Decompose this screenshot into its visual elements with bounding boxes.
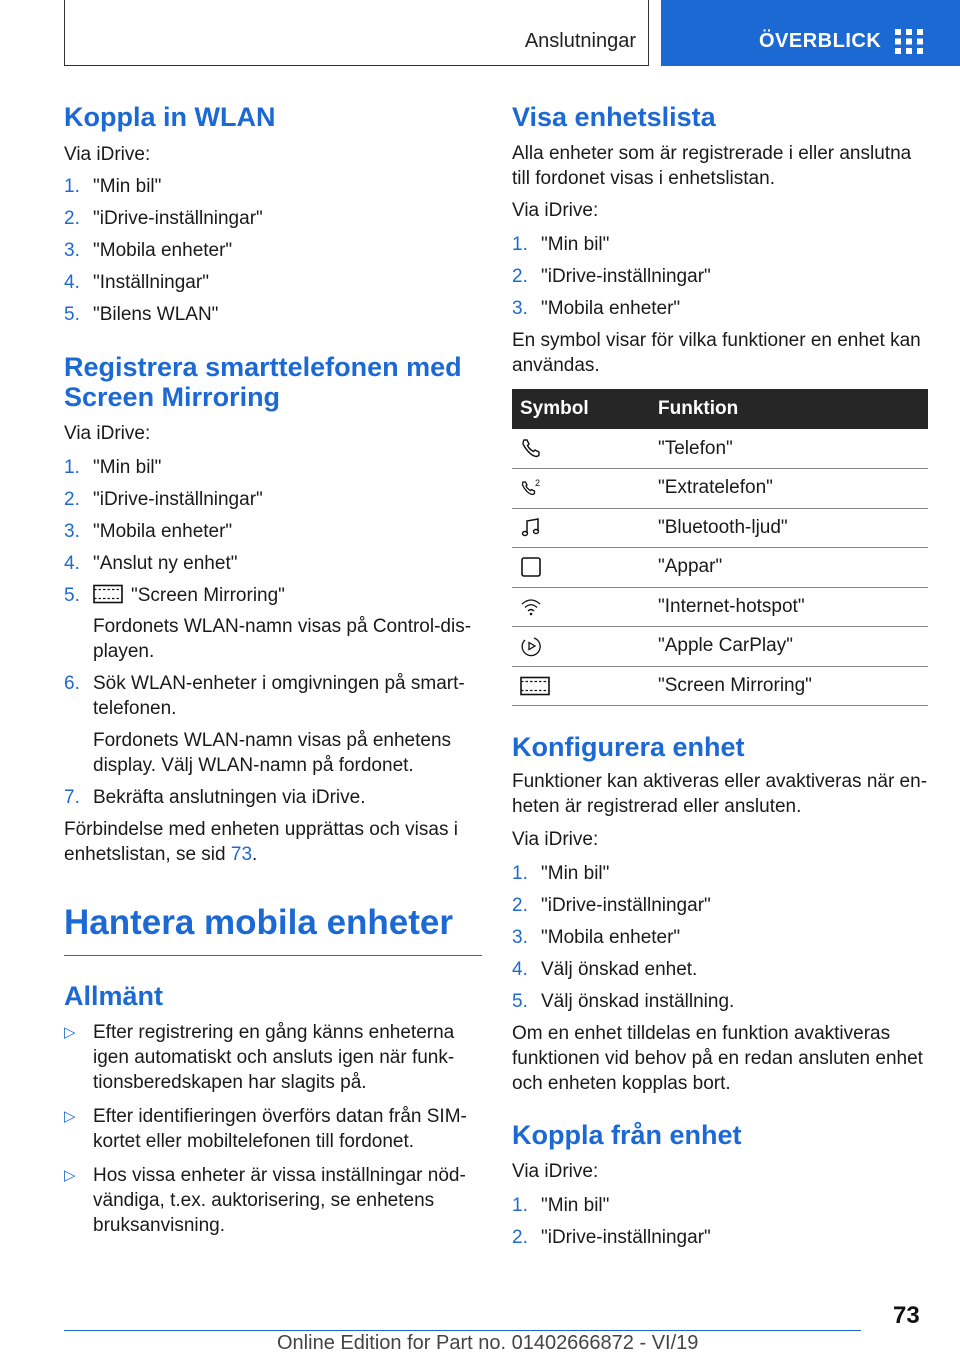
list-item: ▷ Hos vissa enheter är vissa inställningar nödvändiga, t.ex. auktorisering, se enhetens bruksanvisning. bbox=[64, 1165, 466, 1236]
via-idrive-text: Via iDrive: bbox=[64, 144, 151, 165]
header-section-box bbox=[64, 0, 649, 66]
table-row bbox=[512, 666, 928, 706]
list-item: 3. "Mobila enheter" bbox=[512, 927, 681, 948]
list-item: 5. Välj önskad inställning. bbox=[512, 991, 735, 1012]
chapter-title: Hantera mobila enheter bbox=[64, 903, 453, 942]
table-cell: "Apple CarPlay" bbox=[658, 627, 928, 667]
table-header-row bbox=[512, 389, 928, 429]
page-number: 73 bbox=[893, 1302, 920, 1329]
apps-square-icon bbox=[520, 556, 542, 578]
section-title-koppla-in-wlan: Koppla in WLAN bbox=[64, 102, 276, 132]
symbol-table bbox=[512, 389, 928, 706]
overview-label: ÖVERBLICK bbox=[759, 30, 882, 52]
paragraph: Funktioner kan aktiveras eller avaktiveras när enheten är registrerad eller ansluten. bbox=[512, 771, 928, 817]
list-item: 2. "iDrive-inställningar" bbox=[512, 895, 711, 916]
grid-menu-icon bbox=[895, 29, 923, 54]
closing-paragraph: Förbindelse med enheten upprättas och visas i enhetslistan, se sid 73. bbox=[64, 819, 458, 865]
list-item: 3. "Mobila enheter" bbox=[64, 521, 233, 542]
triangle-bullet-icon: ▷ bbox=[64, 1108, 76, 1125]
list-item: 4. Välj önskad enhet. bbox=[512, 959, 698, 980]
list-item: ▷ Efter identifieringen överförs datan från SIM-kortet eller mobiltelefonen till fordonet. bbox=[64, 1106, 467, 1152]
configure-steps-list bbox=[512, 861, 928, 1014]
triangle-bullet-icon: ▷ bbox=[64, 1167, 76, 1184]
list-item: 1. "Min bil" bbox=[512, 234, 610, 255]
column-header-function: Funktion bbox=[658, 389, 928, 429]
triangle-bullet-icon: ▷ bbox=[64, 1024, 76, 1041]
list-item: 2. "iDrive-inställningar" bbox=[64, 489, 263, 510]
table-cell: "Appar" bbox=[658, 548, 928, 588]
list-item: 2. "iDrive-inställningar" bbox=[512, 266, 711, 287]
paragraph: En symbol visar för vilka funktioner en enhet kan användas. bbox=[512, 330, 921, 376]
column-header-symbol: Symbol bbox=[512, 389, 658, 429]
section-title-visa-enhetslista: Visa enhetslista bbox=[512, 102, 716, 132]
table-row bbox=[512, 429, 928, 469]
svg-text:2: 2 bbox=[535, 478, 541, 489]
list-item: 1. "Min bil" bbox=[512, 863, 610, 884]
carplay-icon bbox=[520, 635, 542, 657]
via-idrive-text: Via iDrive: bbox=[512, 200, 599, 221]
list-item: 2. "iDrive-inställningar" bbox=[64, 208, 263, 229]
list-item: 2. "iDrive-inställningar" bbox=[512, 1227, 711, 1248]
table-cell: "Telefon" bbox=[658, 429, 928, 469]
chapter-divider bbox=[64, 955, 482, 956]
disconnect-steps-list bbox=[512, 1193, 928, 1250]
table-cell: "Bluetooth-ljud" bbox=[658, 508, 928, 548]
list-item: 5. "Screen Mirroring" Fordonets WLAN-namn visas på Control-displayen. bbox=[64, 583, 482, 664]
step-note: Fordonets WLAN-namn visas på enhetens display. Välj WLAN-namn på fordonet. bbox=[93, 730, 452, 776]
header-section-title: Anslutningar bbox=[524, 30, 636, 52]
table-row bbox=[512, 508, 928, 548]
device-list-steps bbox=[512, 232, 928, 321]
table-row bbox=[512, 627, 928, 667]
list-item: 3. "Mobila enheter" bbox=[64, 240, 233, 261]
list-item: 5. "Bilens WLAN" bbox=[64, 304, 219, 325]
paragraph: Om en enhet tilldelas en funktion avaktiveras funktionen vid behov på en redan ansluten enhet och enheten kopplas bort. bbox=[512, 1023, 923, 1094]
list-item: 3. "Mobila enheter" bbox=[512, 298, 681, 319]
via-idrive-text: Via iDrive: bbox=[512, 829, 599, 850]
page-link[interactable]: 73 bbox=[230, 844, 253, 865]
list-item: 1. "Min bil" bbox=[512, 1195, 610, 1216]
right-column bbox=[512, 102, 928, 1250]
list-item: 7. Bekräfta anslutningen via iDrive. bbox=[64, 787, 366, 808]
overview-button[interactable] bbox=[661, 0, 960, 66]
table-cell: "Extratelefon" bbox=[658, 469, 928, 509]
general-bullet-list bbox=[64, 1020, 482, 1238]
via-idrive-text: Via iDrive: bbox=[64, 423, 151, 444]
left-column bbox=[64, 102, 482, 1238]
list-item: ▷ Efter registrering en gång känns enheterna igen automatiskt och ansluts igen när funktionsberedskapen har slagits på. bbox=[64, 1022, 455, 1093]
via-idrive-text: Via iDrive: bbox=[512, 1161, 599, 1182]
list-item: 6. Sök WLAN-enheter i omgivningen på smarttelefonen. Fordonets WLAN-namn visas på enhetens display. Välj WLAN-namn på fordonet. bbox=[64, 671, 482, 778]
list-item: 4. "Anslut ny enhet" bbox=[64, 553, 238, 574]
section-title-konfigurera-enhet: Konfigurera enhet bbox=[512, 732, 745, 762]
phone-icon bbox=[520, 437, 542, 459]
list-item: 1. "Min bil" bbox=[64, 457, 162, 478]
wlan-steps-list bbox=[64, 174, 482, 327]
music-note-icon bbox=[520, 517, 542, 539]
table-cell: "Screen Mirroring" bbox=[658, 666, 928, 706]
extra-phone-icon bbox=[520, 477, 544, 499]
wifi-hotspot-icon bbox=[520, 596, 542, 618]
footer-edition-text: Online Edition for Part no. 01402666872 - VI/19 bbox=[277, 1332, 699, 1354]
screen-mirroring-icon bbox=[93, 584, 123, 604]
step-note: Fordonets WLAN-namn visas på Control-displayen. bbox=[93, 616, 472, 662]
section-title-allmant: Allmänt bbox=[64, 981, 164, 1011]
table-row bbox=[512, 548, 928, 588]
table-cell: "Internet-hotspot" bbox=[658, 587, 928, 627]
screen-mirroring-icon bbox=[520, 676, 550, 696]
table-row bbox=[512, 587, 928, 627]
section-title-koppla-fran-enhet: Koppla från enhet bbox=[512, 1120, 742, 1150]
paragraph: Alla enheter som är registrerade i eller anslutna till fordonet visas i enhetslistan. bbox=[512, 143, 912, 189]
footer-divider bbox=[64, 1330, 861, 1331]
screen-mirroring-steps-list bbox=[64, 455, 482, 810]
list-item: 1. "Min bil" bbox=[64, 176, 162, 197]
section-title-screen-mirroring: Registrera smarttelefonen med Screen Mirroring bbox=[64, 352, 462, 412]
table-row bbox=[512, 469, 928, 509]
list-item: 4. "Inställningar" bbox=[64, 272, 209, 293]
